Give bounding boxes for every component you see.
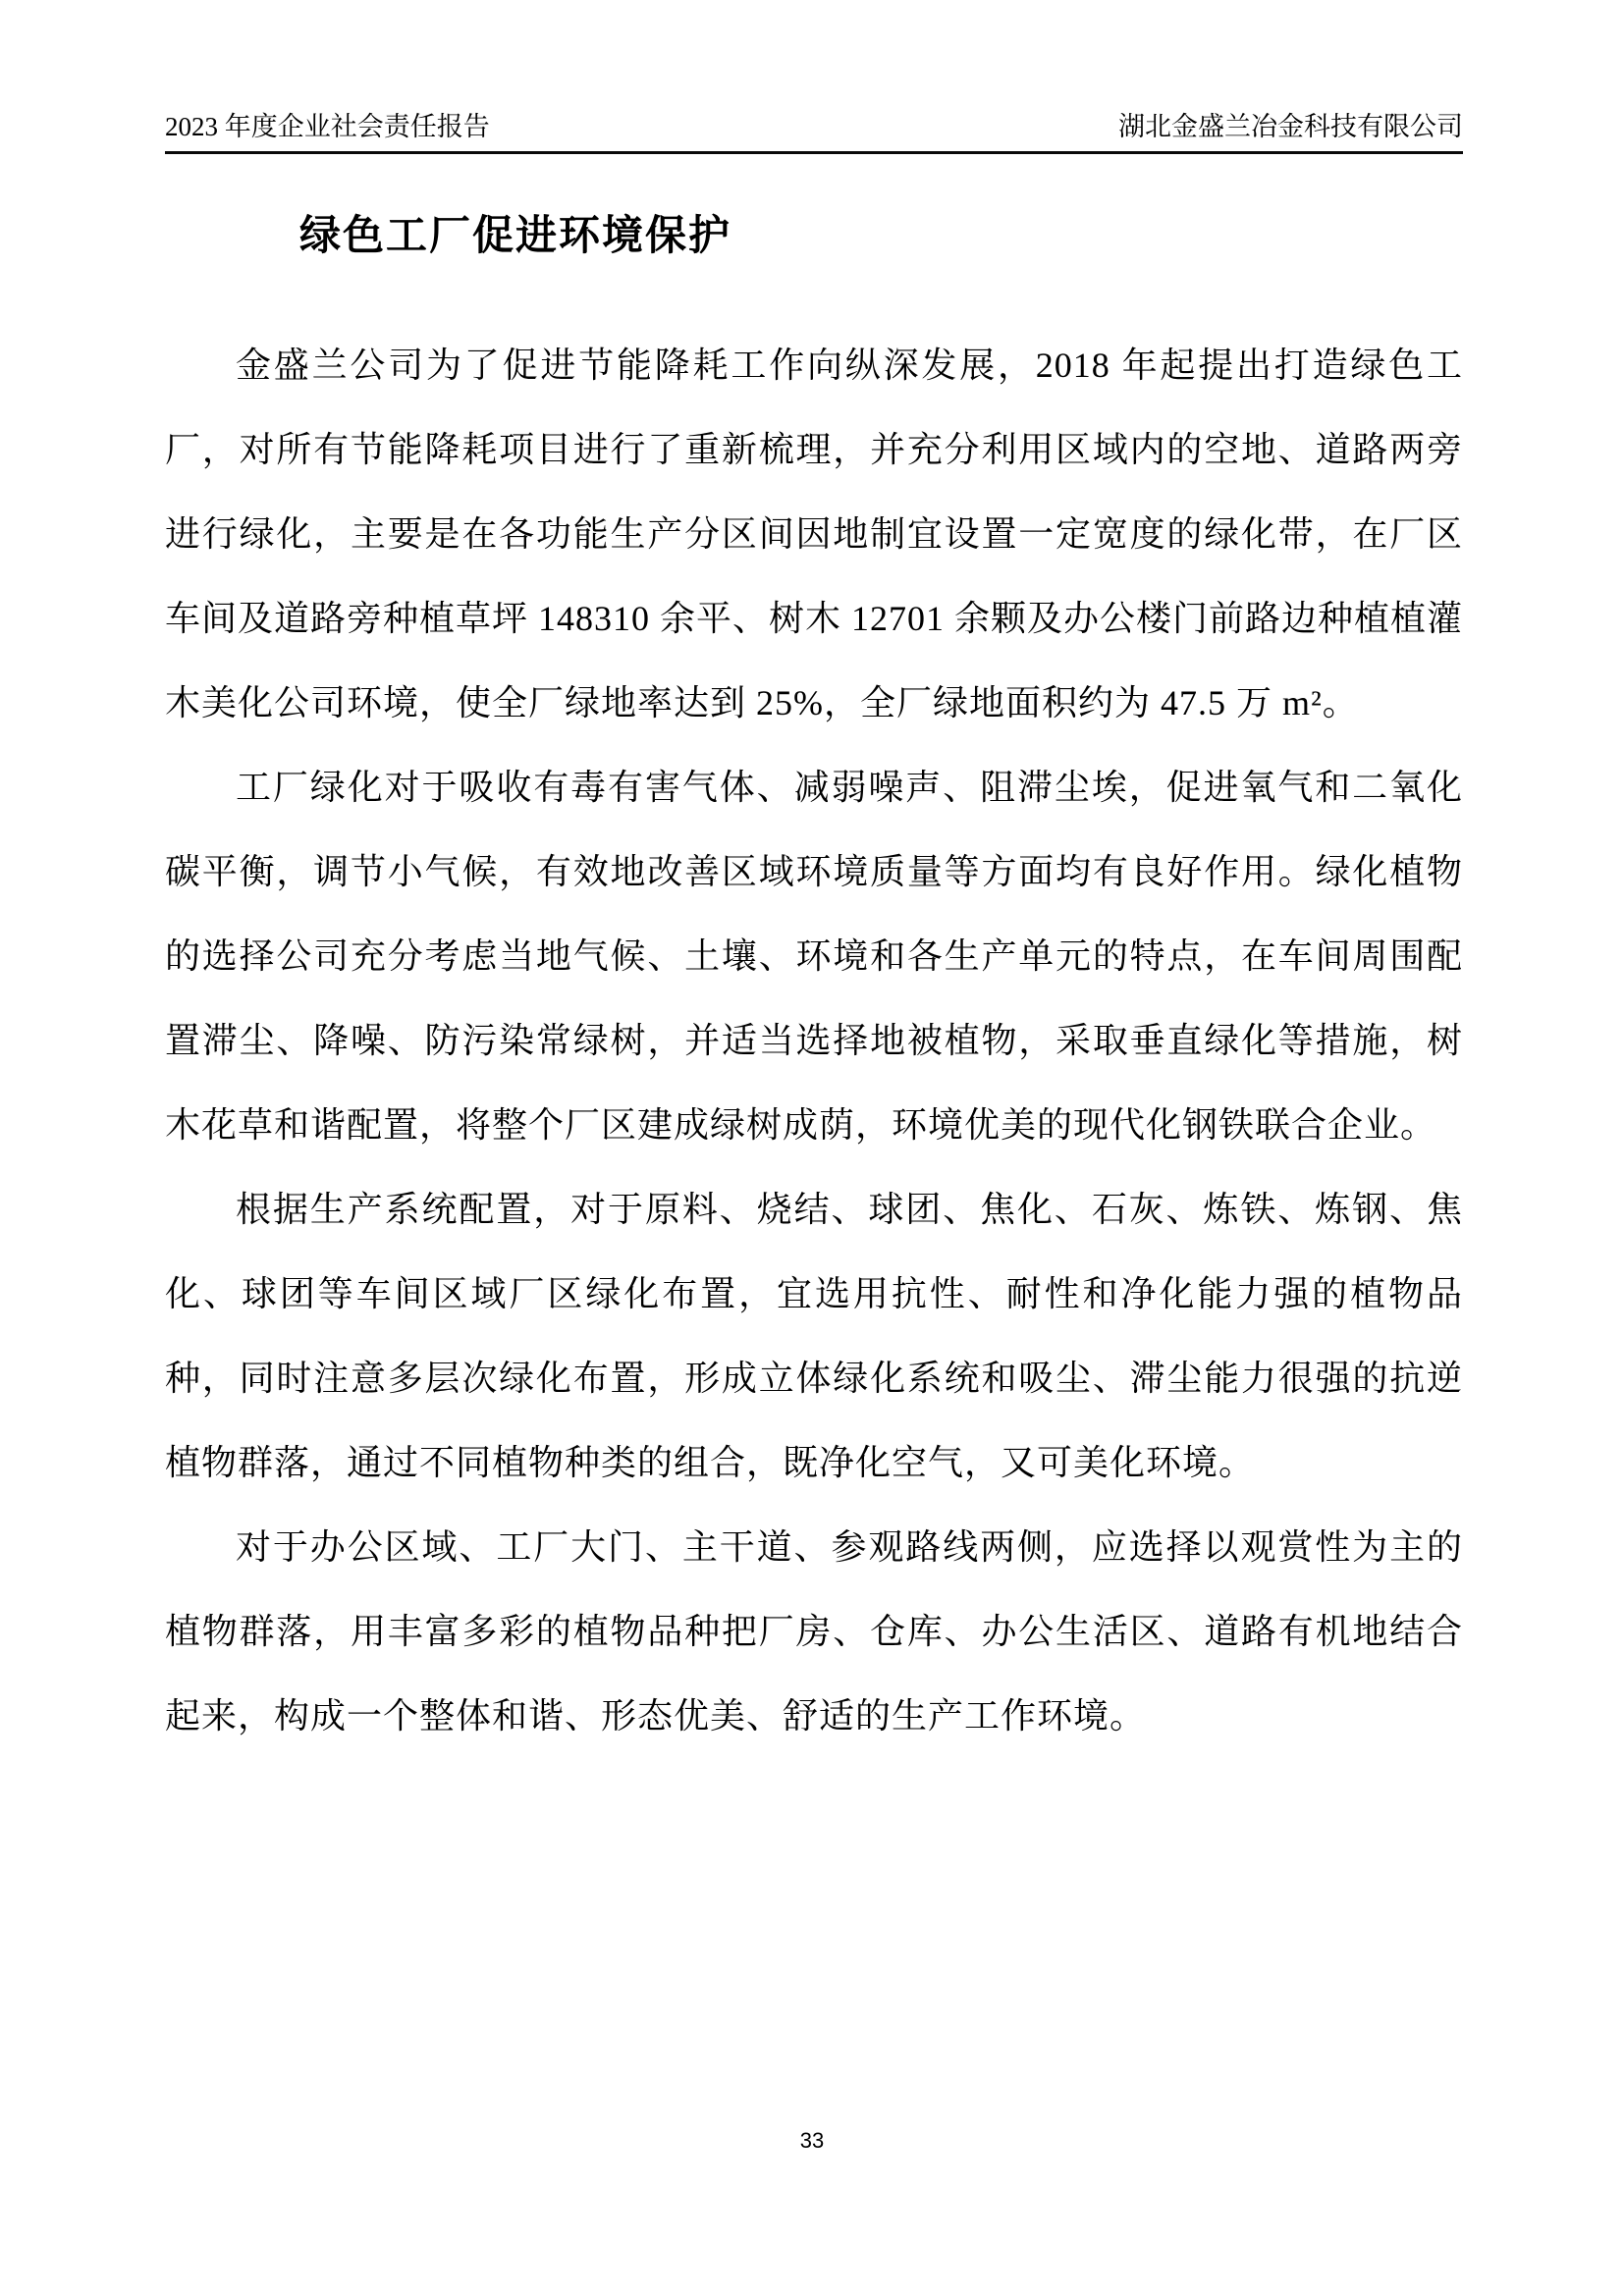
page-header — [165, 110, 1463, 154]
page-footer — [0, 2128, 1624, 2154]
paragraph-greening-benefits: 工厂绿化对于吸收有毒有害气体、减弱噪声、阻滞尘埃，促进氧气和二氧化碳平衡，调节小气候，有效地改善区域环境质量等方面均有良好作用。绿化植物的选择公司充分考虑当地气候、土壤、环境和各生产单元的特点，在车间周围配置滞尘、降噪、防污染常绿树，并适当选择地被植物，采取垂直绿化等措施，树木花草和谐配置，将整个厂区建成绿树成荫，环境优美的现代化钢铁联合企业。 — [165, 768, 1463, 1146]
paragraph-office-areas: 对于办公区域、工厂大门、主干道、参观路线两侧，应选择以观赏性为主的植物群落，用丰富多彩的植物品种把厂房、仓库、办公生活区、道路有机地结合起来，构成一个整体和谐、形态优美、舒适的生产工作环境。 — [165, 1527, 1463, 1736]
header-company-name: 湖北金盛兰冶金科技有限公司 — [1118, 112, 1463, 141]
document-body — [165, 213, 1463, 1758]
paragraph-production-areas: 根据生产系统配置，对于原料、烧结、球团、焦化、石灰、炼铁、炼钢、焦化、球团等车间区域厂区绿化布置，宜选用抗性、耐性和净化能力强的植物品种，同时注意多层次绿化布置，形成立体绿化系统和吸尘、滞尘能力很强的抗逆植物群落，通过不同植物种类的组合，既净化空气，又可美化环境。 — [165, 1190, 1463, 1483]
page-number: 33 — [799, 2128, 825, 2153]
header-report-title: 2023 年度企业社会责任报告 — [165, 112, 490, 141]
paragraph-greening-overview: 金盛兰公司为了促进节能降耗工作向纵深发展，2018 年起提出打造绿色工厂，对所有节能降耗项目进行了重新梳理，并充分利用区域内的空地、道路两旁进行绿化，主要是在各功能生产分区间因地制宜设置一定宽度的绿化带，在厂区车间及道路旁种植草坪 148310 余平、树木 12701 余颗及办公楼门前路边种植植灌木美化公司环境，使全厂绿地率达到 25%，全厂绿地面积约为 47.5 万 m²。 — [165, 346, 1464, 723]
section-title: 绿色工厂促进环境保护 — [299, 212, 732, 259]
